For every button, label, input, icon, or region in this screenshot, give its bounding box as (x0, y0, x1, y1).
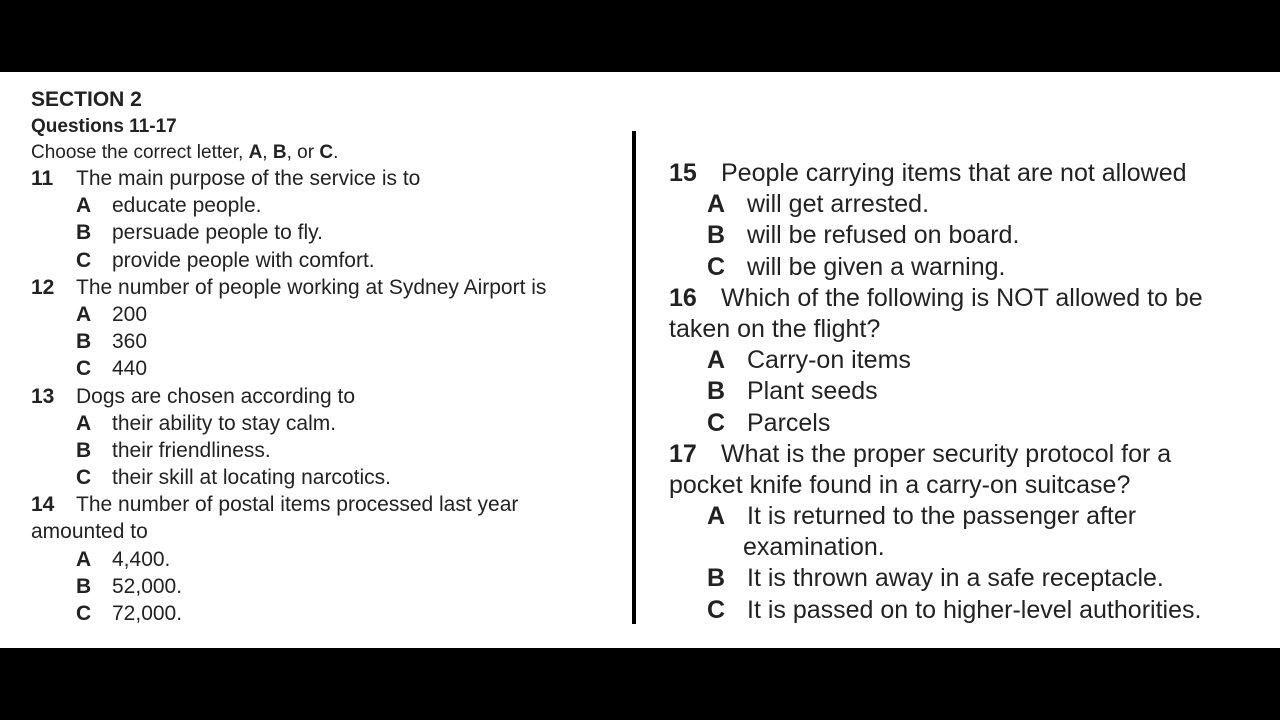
option-text: It is thrown away in a safe receptacle. (747, 564, 1164, 593)
option-text: persuade people to fly. (112, 221, 323, 245)
question-14-continued: amounted to (31, 520, 148, 544)
question-number: 12 (31, 275, 55, 299)
option-letter: A (707, 346, 726, 375)
option-text: 200 (112, 302, 148, 326)
option-14-b (31, 573, 546, 600)
question-text: The number of postal items processed last year (76, 493, 519, 517)
section-title: SECTION 2 (31, 88, 142, 111)
option-letter: B (76, 574, 92, 598)
option-14-c (31, 600, 546, 627)
instruction-suffix: . (333, 142, 339, 163)
option-letter: C (76, 248, 92, 272)
question-number: 14 (31, 493, 55, 517)
option-letter: C (707, 408, 726, 437)
questions-range: Questions 11-17 (31, 116, 177, 137)
left-column (31, 86, 546, 627)
option-letter: A (707, 502, 726, 531)
option-text: examination. (743, 533, 885, 562)
option-text: their skill at locating narcotics. (112, 466, 391, 490)
option-text: will get arrested. (747, 190, 930, 219)
option-text: will be refused on board. (747, 221, 1020, 250)
question-text: People carrying items that are not allowed (721, 159, 1187, 187)
option-13-a (31, 410, 546, 437)
option-17-a (669, 501, 1269, 532)
option-11-b (31, 219, 546, 246)
instruction-sep: , or (286, 142, 320, 163)
question-sheet (0, 72, 1280, 648)
option-16-a (669, 345, 1269, 376)
question-number: 13 (31, 384, 55, 408)
option-text: provide people with comfort. (112, 248, 375, 272)
option-letter: C (76, 357, 92, 381)
option-text: their ability to stay calm. (112, 411, 337, 435)
option-15-c (669, 252, 1269, 283)
option-text: It is passed on to higher-level authorities. (747, 595, 1202, 624)
instruction (31, 140, 546, 165)
option-letter: B (76, 438, 92, 462)
option-letter: A (76, 547, 92, 571)
instruction-letter-c: C (319, 142, 334, 163)
option-text: It is returned to the passenger after (747, 502, 1137, 531)
option-17-b (669, 563, 1269, 594)
question-17-continued: pocket knife found in a carry-on suitcase? (669, 470, 1131, 499)
right-column (669, 158, 1269, 626)
question-text: What is the proper security protocol for a (721, 439, 1172, 468)
option-16-c (669, 408, 1269, 439)
option-13-c (31, 464, 546, 491)
option-letter: C (707, 252, 726, 281)
option-11-c (31, 247, 546, 274)
question-number: 17 (669, 439, 697, 468)
option-letter: B (707, 564, 726, 593)
question-number: 16 (669, 283, 697, 312)
option-15-b (669, 220, 1269, 251)
instruction-sep: , (262, 142, 273, 163)
question-text: The number of people working at Sydney Airport is (76, 275, 547, 299)
column-divider (632, 131, 636, 624)
option-text: Plant seeds (747, 377, 878, 406)
question-16-continued: taken on the flight? (669, 314, 881, 343)
option-12-a (31, 301, 546, 328)
option-text: 52,000. (112, 574, 183, 598)
instruction-letter-a: A (248, 142, 263, 163)
option-letter: B (76, 330, 92, 354)
option-letter: C (707, 595, 726, 624)
option-text: 360 (112, 330, 148, 354)
option-11-a (31, 192, 546, 219)
option-15-a (669, 189, 1269, 220)
question-11 (31, 165, 546, 192)
option-text: educate people. (112, 194, 262, 218)
option-text: 72,000. (112, 602, 183, 625)
option-17-c (669, 595, 1269, 626)
question-number: 11 (31, 167, 54, 190)
question-14 (31, 491, 546, 518)
option-letter: A (707, 190, 726, 219)
option-13-b (31, 437, 546, 464)
option-text: Carry-on items (747, 346, 911, 375)
question-15 (669, 158, 1269, 189)
question-17 (669, 439, 1269, 470)
instruction-prefix: Choose the correct letter, (31, 142, 249, 163)
option-17-a-continued (669, 532, 1269, 563)
question-12 (31, 274, 546, 301)
option-16-b (669, 376, 1269, 407)
option-letter: A (76, 411, 92, 435)
option-letter: A (76, 194, 92, 218)
question-13 (31, 383, 546, 410)
option-12-c (31, 355, 546, 382)
option-text: will be given a warning. (747, 252, 1006, 281)
option-letter: C (76, 602, 92, 625)
instruction-letter-b: B (272, 142, 287, 163)
option-letter: B (707, 221, 726, 250)
question-number: 15 (669, 159, 697, 187)
option-letter: C (76, 466, 92, 490)
question-text: Dogs are chosen according to (76, 384, 355, 408)
question-text: The main purpose of the service is to (76, 167, 421, 190)
option-letter: A (76, 302, 92, 326)
option-12-b (31, 328, 546, 355)
option-text: 440 (112, 357, 148, 381)
option-text: 4,400. (112, 547, 171, 571)
option-text: their friendliness. (112, 438, 271, 462)
option-14-a (31, 546, 546, 573)
option-letter: B (76, 221, 92, 245)
question-text: Which of the following is NOT allowed to be (721, 283, 1203, 312)
option-text: Parcels (747, 408, 831, 437)
question-16 (669, 283, 1269, 314)
option-letter: B (707, 377, 726, 406)
